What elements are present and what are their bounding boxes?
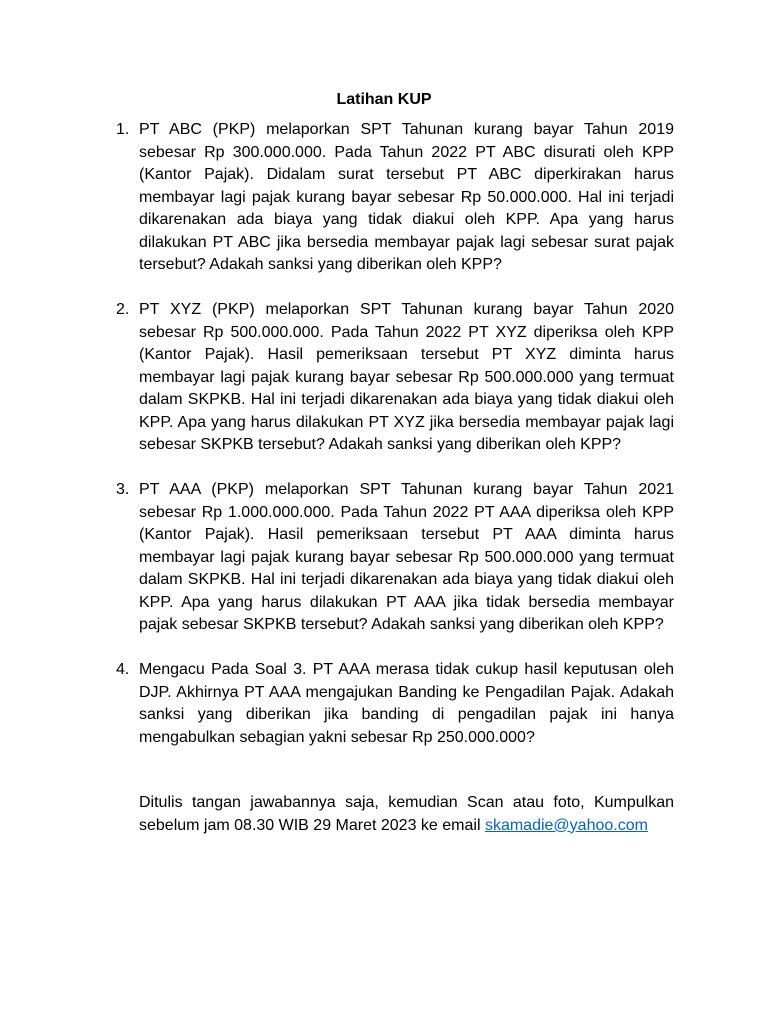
submission-instructions (139, 792, 674, 837)
question-text: PT XYZ (PKP) melaporkan SPT Tahunan kurang bayar Tahun 2020 sebesar Rp 500.000.000. Pada Tahun 2022 PT XYZ diperiksa oleh KPP (Kantor Pajak). Hasil pemeriksaan tersebut PT XYZ diminta harus membayar lagi pajak kurang bayar sebesar Rp 500.000.000 yang termuat dalam SKPKB. Hal ini terjadi dikarenakan ada biaya yang tidak diakui oleh KPP. Apa yang harus dilakukan PT XYZ jika bersedia membayar pajak lagi sebesar SKPKB tersebut? Adakah sanksi yang diberikan oleh KPP? (139, 301, 674, 453)
question-number: 3. (116, 481, 130, 498)
question-text: Mengacu Pada Soal 3. PT AAA merasa tidak cukup hasil keputusan oleh DJP. Akhirnya PT AAA mengajukan Banding ke Pengadilan Pajak. Adakah sanksi yang diberikan jika banding di pengadilan pajak ini hanya mengabulkan sebagian yakni sebesar Rp 250.000.000? (139, 661, 674, 746)
question-text: PT AAA (PKP) melaporkan SPT Tahunan kurang bayar Tahun 2021 sebesar Rp 1.000.000.000. Pada Tahun 2022 PT AAA diperiksa oleh KPP (Kantor Pajak). Hasil pemeriksaan tersebut PT AAA diminta harus membayar lagi pajak kurang bayar sebesar Rp 500.000.000 yang termuat dalam SKPKB. Hal ini terjadi dikarenakan ada biaya yang tidak diakui oleh KPP. Apa yang harus dilakukan PT AAA jika tidak bersedia membayar pajak sebesar SKPKB tersebut? Adakah sanksi yang diberikan oleh KPP? (139, 481, 674, 633)
question-list (0, 119, 768, 772)
question-item-4 (0, 659, 768, 749)
question-number: 1. (116, 121, 130, 138)
instructions-text: Ditulis tangan jawabannya saja, kemudian Scan atau foto, Kumpulkan sebelum jam 08.30 WIB 29 Maret 2023 ke email (139, 794, 674, 834)
question-number: 2. (116, 301, 130, 318)
question-number: 4. (116, 661, 130, 678)
question-item-1 (0, 119, 768, 277)
email-link[interactable]: skamadie@yahoo.com (484, 816, 648, 834)
question-item-2 (0, 299, 768, 457)
document-title: Latihan KUP (336, 91, 432, 108)
question-item-3 (0, 479, 768, 637)
question-text: PT ABC (PKP) melaporkan SPT Tahunan kurang bayar Tahun 2019 sebesar Rp 300.000.000. Pada Tahun 2022 PT ABC disurati oleh KPP (Kantor Pajak). Didalam surat tersebut PT ABC diperkirakan harus membayar lagi pajak kurang bayar sebesar Rp 50.000.000. Hal ini terjadi dikarenakan ada biaya yang tidak diakui oleh KPP. Apa yang harus dilakukan PT ABC jika bersedia membayar pajak lagi sebesar surat pajak tersebut? Adakah sanksi yang diberikan oleh KPP? (139, 121, 674, 273)
